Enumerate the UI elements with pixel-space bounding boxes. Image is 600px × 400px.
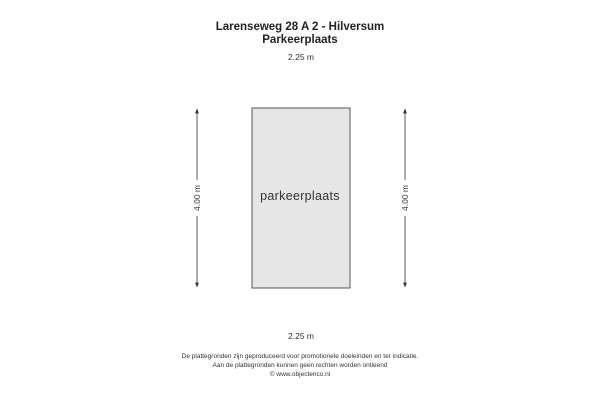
dimension-label-right: 4.00 m bbox=[400, 180, 410, 216]
dimension-label-bottom: 2.25 m bbox=[284, 331, 318, 341]
disclaimer-line-2: Aan de plattegronden kunnen geen rechten worden ontleend bbox=[212, 362, 388, 369]
plan-title-floor: Parkeerplaats bbox=[262, 34, 338, 46]
dimension-label-top: 2.25 m bbox=[284, 52, 318, 62]
dimension-label-left: 4.00 m bbox=[192, 180, 202, 216]
plan-title-address: Larenseweg 28 A 2 - Hilversum bbox=[215, 21, 385, 33]
disclaimer-line-1: De plattegronden zijn geproduceerd voor promotionele doeleinden en ter indicatie. bbox=[181, 353, 419, 360]
room-label: parkeerplaats bbox=[260, 189, 340, 203]
copyright-line: © www.objectenco.nl bbox=[269, 371, 331, 378]
